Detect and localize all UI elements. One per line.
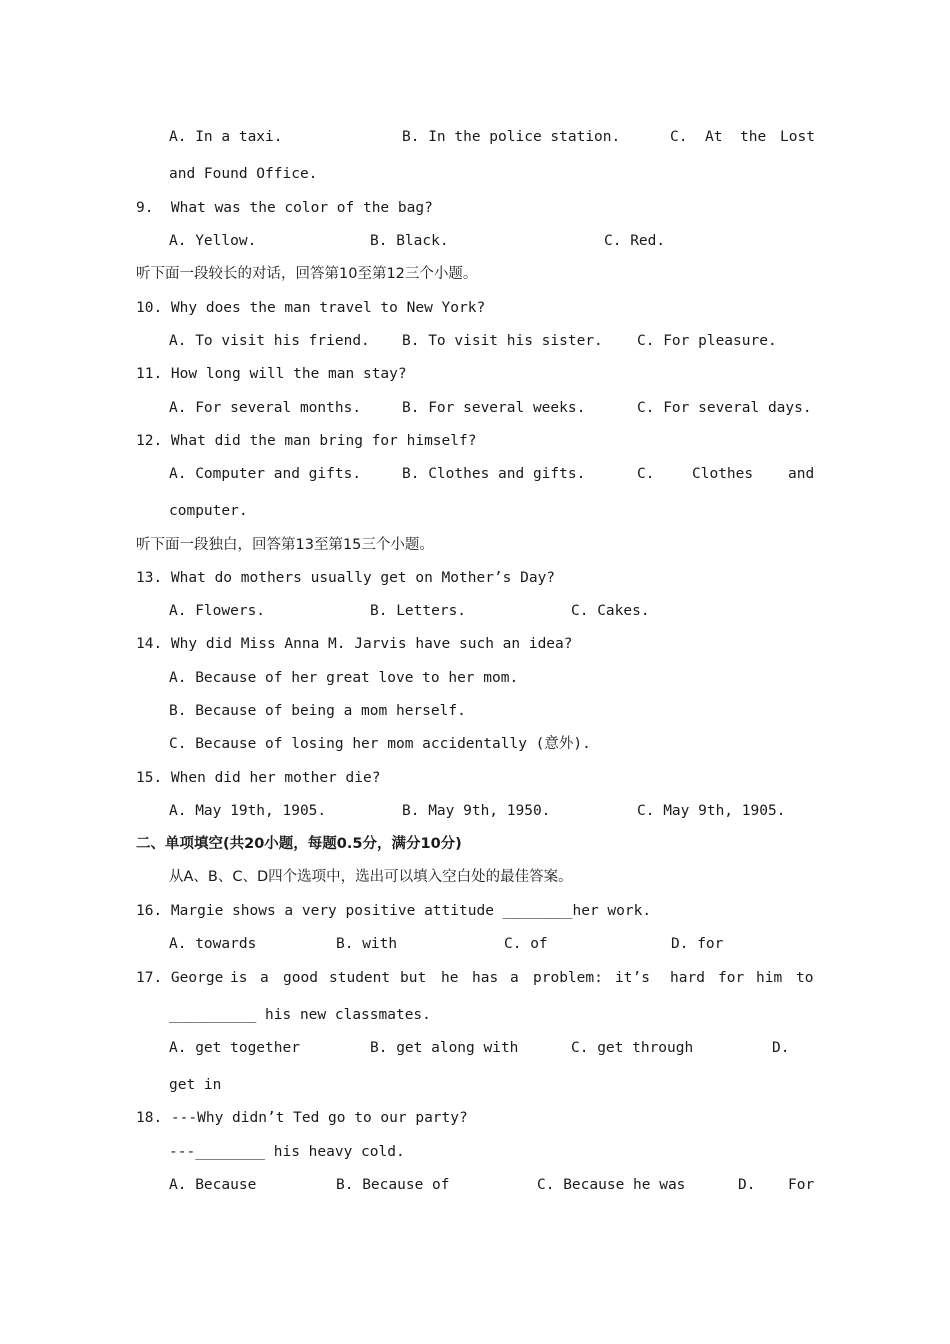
q10-question: 10. Why does the man travel to New York? — [136, 300, 486, 316]
q17-question-word: is — [230, 970, 248, 986]
q17-option-d-label: D. — [772, 1040, 790, 1056]
q18-option-d: For — [788, 1177, 815, 1193]
q14-question: 14. Why did Miss Anna M. Jarvis have such an idea? — [136, 636, 573, 652]
q17-option-c: C. get through — [571, 1040, 694, 1056]
q10-option-b: B. To visit his sister. — [402, 333, 603, 349]
q17-question-word: him — [756, 970, 783, 986]
q17-question-word: for — [718, 970, 745, 986]
q17-question-word: hard — [670, 970, 705, 986]
q17-question-continued: __________ his new classmates. — [169, 1007, 431, 1023]
q16-question: 16. Margie shows a very positive attitude ________her work. — [136, 903, 652, 919]
q17-question-word: student — [329, 970, 391, 986]
section-instruction: 听下面一段较长的对话，回答第10至第12三个小题。 — [136, 266, 478, 282]
q8-option-c-word: Lost — [780, 129, 815, 145]
q11-option-a: A. For several months. — [169, 400, 362, 416]
q14-option-c: C. Because of losing her mom accidentally (意外). — [169, 736, 591, 752]
q18-option-d-label: D. — [738, 1177, 756, 1193]
q13-option-a: A. Flowers. — [169, 603, 266, 619]
q12-option-b: B. Clothes and gifts. — [402, 466, 586, 482]
q18-option-a: A. Because — [169, 1177, 257, 1193]
q8-option-c-continued: and Found Office. — [169, 166, 318, 182]
q17-question-word: it’s — [615, 970, 650, 986]
q8-option-c-word: the — [740, 129, 767, 145]
q16-option-d: D. for — [671, 936, 724, 952]
q15-question: 15. When did her mother die? — [136, 770, 381, 786]
q17-option-b: B. get along with — [370, 1040, 519, 1056]
q17-question-word: a — [510, 970, 519, 986]
q9-question: 9. What was the color of the bag? — [136, 200, 433, 216]
q8-option-c-word: At — [705, 129, 723, 145]
q16-option-a: A. towards — [169, 936, 257, 952]
q12-option-a: A. Computer and gifts. — [169, 466, 362, 482]
q12-option-c-word: and — [788, 466, 815, 482]
q9-option-c: C. Red. — [604, 233, 666, 249]
q15-option-c: C. May 9th, 1905. — [637, 803, 786, 819]
q17-question-word: to — [796, 970, 814, 986]
q17-option-a: A. get together — [169, 1040, 300, 1056]
q8-option-b: B. In the police station. — [402, 129, 621, 145]
q17-question-word: 17. George — [136, 970, 224, 986]
q10-option-a: A. To visit his friend. — [169, 333, 370, 349]
q14-option-a: A. Because of her great love to her mom. — [169, 670, 519, 686]
q13-question: 13. What do mothers usually get on Mother’s Day? — [136, 570, 556, 586]
section-instruction: 听下面一段独白，回答第13至第15三个小题。 — [136, 537, 434, 553]
q17-question-word: good — [283, 970, 318, 986]
q16-option-b: B. with — [336, 936, 398, 952]
q13-option-c: C. Cakes. — [571, 603, 650, 619]
q17-question-word: a — [260, 970, 269, 986]
q18-option-b: B. Because of — [336, 1177, 450, 1193]
q18-option-c: C. Because he was — [537, 1177, 686, 1193]
q17-question-word: he — [441, 970, 459, 986]
q17-option-d: get in — [169, 1077, 222, 1093]
q12-option-c-continued: computer. — [169, 503, 248, 519]
q15-option-b: B. May 9th, 1950. — [402, 803, 551, 819]
q8-option-c-label: C. — [670, 129, 688, 145]
q14-option-b: B. Because of being a mom herself. — [169, 703, 466, 719]
q11-option-b: B. For several weeks. — [402, 400, 586, 416]
q12-option-c-word: Clothes — [692, 466, 754, 482]
q13-option-b: B. Letters. — [370, 603, 467, 619]
part-heading: 二、单项填空(共20小题，每题0.5分，满分10分) — [136, 836, 462, 852]
q17-question-word: problem: — [533, 970, 603, 986]
q18-question: 18. ---Why didn’t Ted go to our party? — [136, 1110, 468, 1126]
q9-option-a: A. Yellow. — [169, 233, 257, 249]
q12-question: 12. What did the man bring for himself? — [136, 433, 477, 449]
q10-option-c: C. For pleasure. — [637, 333, 777, 349]
q11-question: 11. How long will the man stay? — [136, 366, 407, 382]
q9-option-b: B. Black. — [370, 233, 449, 249]
q17-question-word: but — [400, 970, 427, 986]
q8-option-a: A. In a taxi. — [169, 129, 283, 145]
q15-option-a: A. May 19th, 1905. — [169, 803, 327, 819]
q16-option-c: C. of — [504, 936, 548, 952]
q17-question-word: has — [472, 970, 499, 986]
part-instruction: 从A、B、C、D四个选项中，选出可以填入空白处的最佳答案。 — [169, 869, 573, 885]
q11-option-c: C. For several days. — [637, 400, 812, 416]
q12-option-c-label: C. — [637, 466, 655, 482]
q18-reply: ---________ his heavy cold. — [169, 1144, 405, 1160]
